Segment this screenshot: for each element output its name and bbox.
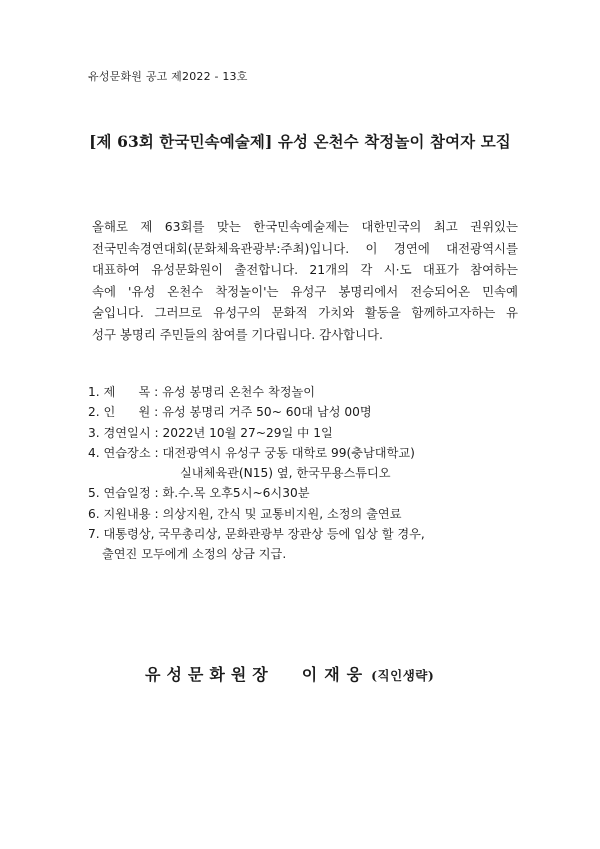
detail-item-awards-continued: 출연진 모두에게 소정의 상금 지급. (102, 547, 287, 562)
detail-item-awards: 7. 대통령상, 국무총리상, 문화관광부 장관상 등에 입상 할 경우, (88, 527, 425, 542)
intro-paragraph (92, 216, 518, 345)
detail-item-date: 3. 경연일시 : 2022년 10월 27~29일 中 1일 (88, 425, 333, 440)
intro-line: 전국민속경연대회(문화체육관광부:주최)입니다. 이 경연에 대전광역시를 (92, 240, 518, 256)
detail-item-location: 4. 연습장소 : 대전광역시 유성구 궁동 대학로 99(충남대학교) (88, 445, 415, 460)
detail-item-location-continued: 실내체육관(N15) 옆, 한국무용스튜디오 (180, 466, 391, 481)
detail-item-title: 1. 제 목 : 유성 봉명리 온천수 착정놀이 (88, 385, 316, 399)
seal-omitted-note: (직인생략) (371, 668, 435, 683)
detail-item-schedule: 5. 연습일정 : 화.수.목 오후5시~6시30분 (88, 486, 310, 501)
detail-item-support: 6. 지원내용 : 의상지원, 간식 및 교통비지원, 소정의 출연료 (88, 506, 402, 521)
intro-line: 술입니다. 그러므로 유성구의 문화적 가치와 활동을 함께하고자하는 유 (92, 305, 518, 320)
document-title: [제 63회 한국민속예술제] 유성 온천수 착정놀이 참여자 모집 (89, 132, 511, 151)
notice-number: 유성문화원 공고 제2022 - 13호 (88, 70, 248, 83)
intro-line: 속에 '유성 온천수 착정놀이'는 유성구 봉명리에서 전승되어온 민속예 (92, 283, 518, 299)
detail-item-personnel: 2. 인 원 : 유성 봉명리 거주 50~ 60대 남성 00명 (88, 405, 372, 420)
intro-line: 대표하여 유성문화원이 출전합니다. 21개의 각 시·도 대표가 참여하는 (92, 262, 518, 277)
intro-line: 올해로 제 63회를 맞는 한국민속예술제는 대한민국의 최고 권위있는 (92, 219, 518, 234)
intro-line: 성구 봉명리 주민들의 참여를 기다립니다. 감사합니다. (92, 326, 383, 342)
details-list (88, 382, 528, 565)
signature-block (145, 662, 434, 685)
signature-organization: 유성문화원장 (145, 665, 274, 684)
signature-name: 이재웅 (301, 665, 370, 684)
